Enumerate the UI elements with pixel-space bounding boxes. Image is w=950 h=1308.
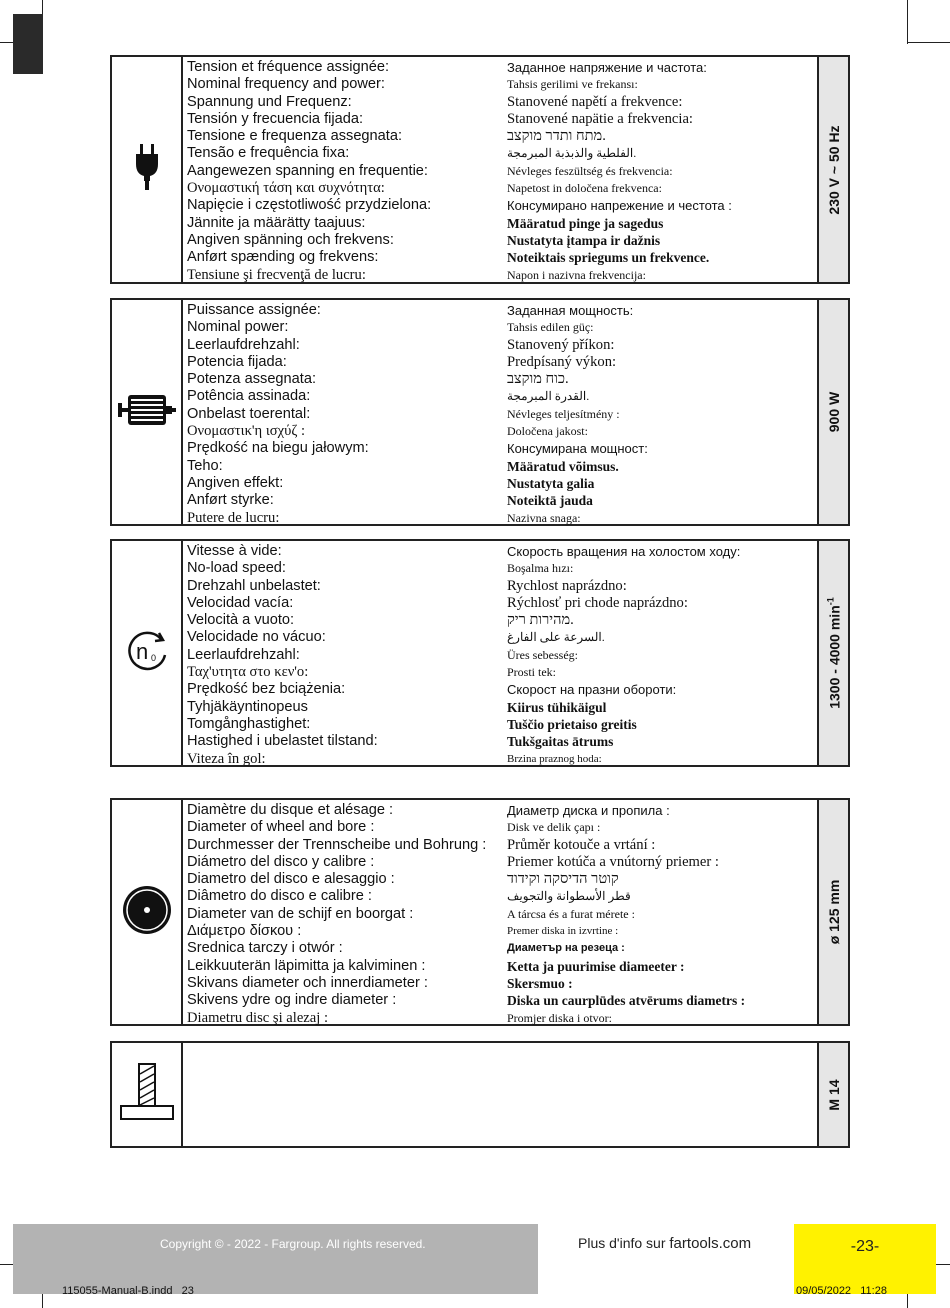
more-info-text bbox=[578, 1235, 751, 1252]
spec-label: Durchmesser der Trennscheibe und Bohrung : bbox=[187, 836, 487, 853]
spec-label: Teho: bbox=[187, 457, 223, 474]
text-column-right bbox=[507, 302, 817, 527]
motor-icon bbox=[118, 392, 176, 433]
spec-label: Määratud pinge ja sagedus bbox=[507, 215, 664, 231]
spec-label: Srednica tarczy i otwór : bbox=[187, 940, 343, 957]
spec-label: Rychlost naprázdno: bbox=[507, 577, 627, 594]
more-info-prefix: Plus d'info sur bbox=[578, 1235, 670, 1251]
date-slug: 09/05/2022 11:28 bbox=[796, 1285, 887, 1297]
spec-label: Tensão e frequência fixa: bbox=[187, 145, 350, 162]
spec-label: Spannung und Frequenz: bbox=[187, 93, 352, 110]
spec-label: Diametru disc şi alezaj : bbox=[187, 1009, 329, 1026]
icon-cell bbox=[112, 541, 183, 765]
website-link[interactable]: fartools.com bbox=[669, 1235, 752, 1252]
spec-label: Leerlaufdrehzahl: bbox=[187, 336, 300, 353]
spec-label: Angiven spänning och frekvens: bbox=[187, 231, 394, 248]
spec-label: Nominal power: bbox=[187, 319, 289, 336]
spec-label: Skersmuo : bbox=[507, 975, 573, 991]
spec-label: القدرة المبرمجة. bbox=[507, 389, 590, 404]
spec-label: Tuščio prietaiso greitis bbox=[507, 716, 637, 732]
spec-label: Vitesse à vide: bbox=[187, 543, 282, 559]
spec-label: A tárcsa és a furat mérete : bbox=[507, 906, 635, 921]
spec-label: Določena jakost: bbox=[507, 424, 588, 439]
spec-label: Заданное напряжение и частота: bbox=[507, 60, 707, 75]
icon-cell bbox=[112, 800, 183, 1024]
page-number: -23- bbox=[850, 1238, 880, 1255]
spec-label: Velocidade no vácuo: bbox=[187, 629, 326, 646]
spec-label: Napetost in določena frekvenca: bbox=[507, 181, 662, 196]
spec-label: Viteza în gol: bbox=[187, 750, 266, 767]
spec-label: Üres sebesség: bbox=[507, 647, 578, 662]
spec-label: Premer diska in izvrtine : bbox=[507, 925, 619, 938]
spec-label: Putere de lucru: bbox=[187, 509, 280, 526]
spec-label: Névleges teljesítmény : bbox=[507, 406, 620, 421]
spec-value: M 14 bbox=[825, 1078, 842, 1111]
spec-label: מתח ותדר מוקצב. bbox=[507, 128, 606, 145]
spec-label: Diametro del disco e alesaggio : bbox=[187, 871, 395, 888]
spec-table-voltage bbox=[110, 55, 850, 284]
spec-label: Ketta ja puurimise diameeter : bbox=[507, 958, 685, 974]
spec-table-power bbox=[110, 298, 850, 526]
spec-label: Noteiktais spriegums un frekvence. bbox=[507, 250, 710, 266]
spec-label: السرعة على الفارغ. bbox=[507, 630, 605, 645]
spec-label: Nominal frequency and power: bbox=[187, 76, 385, 93]
disc-icon bbox=[121, 884, 173, 941]
spec-label: Скорост на празни обороти: bbox=[507, 682, 677, 698]
spec-label: Potenza assegnata: bbox=[187, 371, 317, 388]
spec-value-main: 1300 - 4000 min bbox=[825, 605, 842, 709]
text-column-right bbox=[507, 59, 817, 284]
spec-label: Nazivna snaga: bbox=[507, 510, 581, 525]
value-cell bbox=[817, 800, 848, 1024]
file-slug: 115055-Manual-B.indd 23 bbox=[62, 1285, 194, 1297]
spec-label: Diámetro del disco y calibre : bbox=[187, 853, 375, 870]
spec-label: Skivens ydre og indre diameter : bbox=[187, 992, 397, 1009]
copyright-text: Copyright © - 2022 - Fargroup. All rights reserved. bbox=[160, 1237, 426, 1251]
spec-value: 230 V ~ 50 Hz bbox=[825, 124, 842, 215]
page-tab-marker bbox=[13, 14, 43, 74]
icon-cell bbox=[112, 1043, 183, 1146]
spec-value: 900 W bbox=[825, 391, 842, 433]
spec-label: Stanovený příkon: bbox=[507, 336, 615, 353]
spec-label: Diameter of wheel and bore : bbox=[187, 819, 375, 836]
spec-table-speed bbox=[110, 539, 850, 767]
plug-icon bbox=[133, 144, 161, 195]
spec-label: Prędkość na biegu jałowym: bbox=[187, 440, 369, 457]
spec-label: Диаметр диска и пропила : bbox=[507, 803, 670, 818]
spec-label: Skivans diameter och innerdiameter : bbox=[187, 974, 428, 991]
crop-mark bbox=[907, 0, 908, 44]
spec-label: Anført spænding og frekvens: bbox=[187, 249, 379, 266]
text-column-right bbox=[507, 802, 817, 1027]
spec-label: Määratud võimsus. bbox=[507, 458, 619, 474]
icon-cell bbox=[112, 57, 183, 282]
spec-label: Diska un caurplūdes atvērums diametrs : bbox=[507, 993, 746, 1009]
spec-label: Aangewezen spanning en frequentie: bbox=[187, 162, 428, 179]
spec-label: Potência assinada: bbox=[187, 388, 311, 405]
spec-label: Névleges feszültség és frekvencia: bbox=[507, 163, 673, 178]
spec-label: Onbelast toerental: bbox=[187, 405, 311, 422]
spec-label: Potencia fijada: bbox=[187, 353, 287, 370]
spec-label: קוטר הדיסקה וקידוד bbox=[507, 871, 619, 888]
spec-value-exponent: -1 bbox=[825, 597, 836, 606]
spec-label: Diamètre du disque et alésage : bbox=[187, 802, 394, 818]
spec-label: Скорость вращения на холостом ходу: bbox=[507, 544, 741, 559]
spec-table-thread bbox=[110, 1041, 850, 1148]
spec-label: Diâmetro do disco e calibre : bbox=[187, 888, 372, 905]
spec-label: Napięcie i częstotliwość przydzielona: bbox=[187, 197, 432, 214]
spec-label: No-load speed: bbox=[187, 560, 286, 577]
value-cell bbox=[817, 1043, 848, 1146]
spec-label: Jännite ja määrätty taajuus: bbox=[187, 214, 366, 231]
spec-label: Kiirus tühikäigul bbox=[507, 699, 607, 715]
svg-text:n: n bbox=[135, 638, 148, 664]
spec-label: Stanovené napätie a frekvencia: bbox=[507, 110, 693, 127]
text-column-left bbox=[187, 802, 507, 1027]
spec-label: Puissance assignée: bbox=[187, 302, 321, 318]
spec-label: Консумирана мощност: bbox=[507, 441, 648, 457]
spec-label: Ταχ'υτητα στο κεν'ο: bbox=[187, 664, 309, 681]
spec-label: Průměr kotouče a vrtání : bbox=[507, 836, 656, 853]
spec-label: Velocidad vacía: bbox=[187, 594, 294, 611]
spec-value: ø 125 mm bbox=[825, 879, 842, 945]
spec-label: Velocità a vuoto: bbox=[187, 612, 295, 629]
spec-label: قطر الأسطوانة والتجويف bbox=[507, 889, 631, 904]
spec-label: الفلطية والذبذبة المبرمجة. bbox=[507, 146, 637, 161]
spec-label: Promjer diska i otvor: bbox=[507, 1010, 612, 1025]
value-cell bbox=[817, 541, 848, 765]
spec-label: Napon i nazivna frekvencija: bbox=[507, 267, 646, 282]
spec-table-disc bbox=[110, 798, 850, 1026]
spec-label: Leikkuuterän läpimitta ja kalviminen : bbox=[187, 957, 426, 974]
spec-label: Nustatyta įtampa ir dažnis bbox=[507, 232, 661, 248]
spec-label: כוח מוקצב. bbox=[507, 371, 569, 388]
spec-label: Tensiune şi frecvenţă de lucru: bbox=[187, 266, 366, 283]
spec-label: Diameter van de schijf en boorgat : bbox=[187, 905, 414, 922]
spec-label: Ονομαστική τάση και συχνότητα: bbox=[187, 180, 385, 197]
spec-label: Tyhjäkäyntinopeus bbox=[187, 698, 308, 715]
spec-label: Anført styrke: bbox=[187, 492, 274, 509]
text-column-left bbox=[187, 302, 507, 527]
page-number-box bbox=[794, 1224, 936, 1294]
svg-text:0: 0 bbox=[150, 652, 156, 663]
value-cell bbox=[817, 57, 848, 282]
icon-cell bbox=[112, 300, 183, 524]
spec-label: Brzina praznog hoda: bbox=[507, 752, 602, 765]
value-cell bbox=[817, 300, 848, 524]
spec-label: Drehzahl unbelastet: bbox=[187, 577, 321, 594]
spec-label: Hastighed i ubelastet tilstand: bbox=[187, 733, 378, 750]
spec-label: Tension et fréquence assignée: bbox=[187, 59, 390, 75]
text-column-left bbox=[187, 543, 507, 768]
spec-label: Priemer kotúča a vnútorný priemer : bbox=[507, 853, 719, 870]
spec-label: Disk ve delik çapı : bbox=[507, 820, 601, 835]
spec-label: Tukšgaitas ātrums bbox=[507, 734, 614, 750]
crop-mark bbox=[908, 42, 950, 43]
text-column-right bbox=[507, 543, 817, 768]
spec-label: Ονομαστικ'η ισχύζ : bbox=[187, 423, 306, 440]
spec-label: Prędkość bez bciążenia: bbox=[187, 681, 346, 698]
spec-label: Консумирано напрежение и честота : bbox=[507, 198, 732, 214]
spec-label: Boşalma hızı: bbox=[507, 561, 574, 576]
spec-label: מהירות ריק. bbox=[507, 612, 574, 629]
spec-value bbox=[825, 597, 842, 709]
spec-label: Prosti tek: bbox=[507, 665, 557, 680]
footer-bar bbox=[13, 1224, 538, 1294]
spec-label: Tahsis gerilimi ve frekansı: bbox=[507, 77, 638, 92]
spec-label: Tomgånghastighet: bbox=[187, 715, 311, 732]
spec-label: Διάμετρο δίσκου : bbox=[187, 923, 302, 940]
spec-label: Angiven effekt: bbox=[187, 474, 284, 491]
text-column-left bbox=[187, 59, 507, 284]
spec-label: Nustatyta galia bbox=[507, 475, 595, 491]
spec-label: Tensión y frecuencia fijada: bbox=[187, 110, 364, 127]
spec-label: Leerlaufdrehzahl: bbox=[187, 646, 300, 663]
spec-label: Rýchlosť pri chode naprázdno: bbox=[507, 594, 688, 611]
spec-label: Tensione e frequenza assegnata: bbox=[187, 128, 403, 145]
spec-label: Predpísaný výkon: bbox=[507, 353, 617, 370]
spindle-thread-icon bbox=[119, 1062, 175, 1127]
spec-label: Диаметър на резеца : bbox=[507, 942, 625, 955]
spec-label: Noteiktā jauda bbox=[507, 493, 593, 509]
spec-label: Stanovené napětí a frekvence: bbox=[507, 93, 683, 110]
no-load-speed-icon bbox=[125, 629, 169, 678]
spec-label: Заданная мощность: bbox=[507, 303, 634, 318]
spec-label: Tahsis edilen güç: bbox=[507, 320, 594, 335]
